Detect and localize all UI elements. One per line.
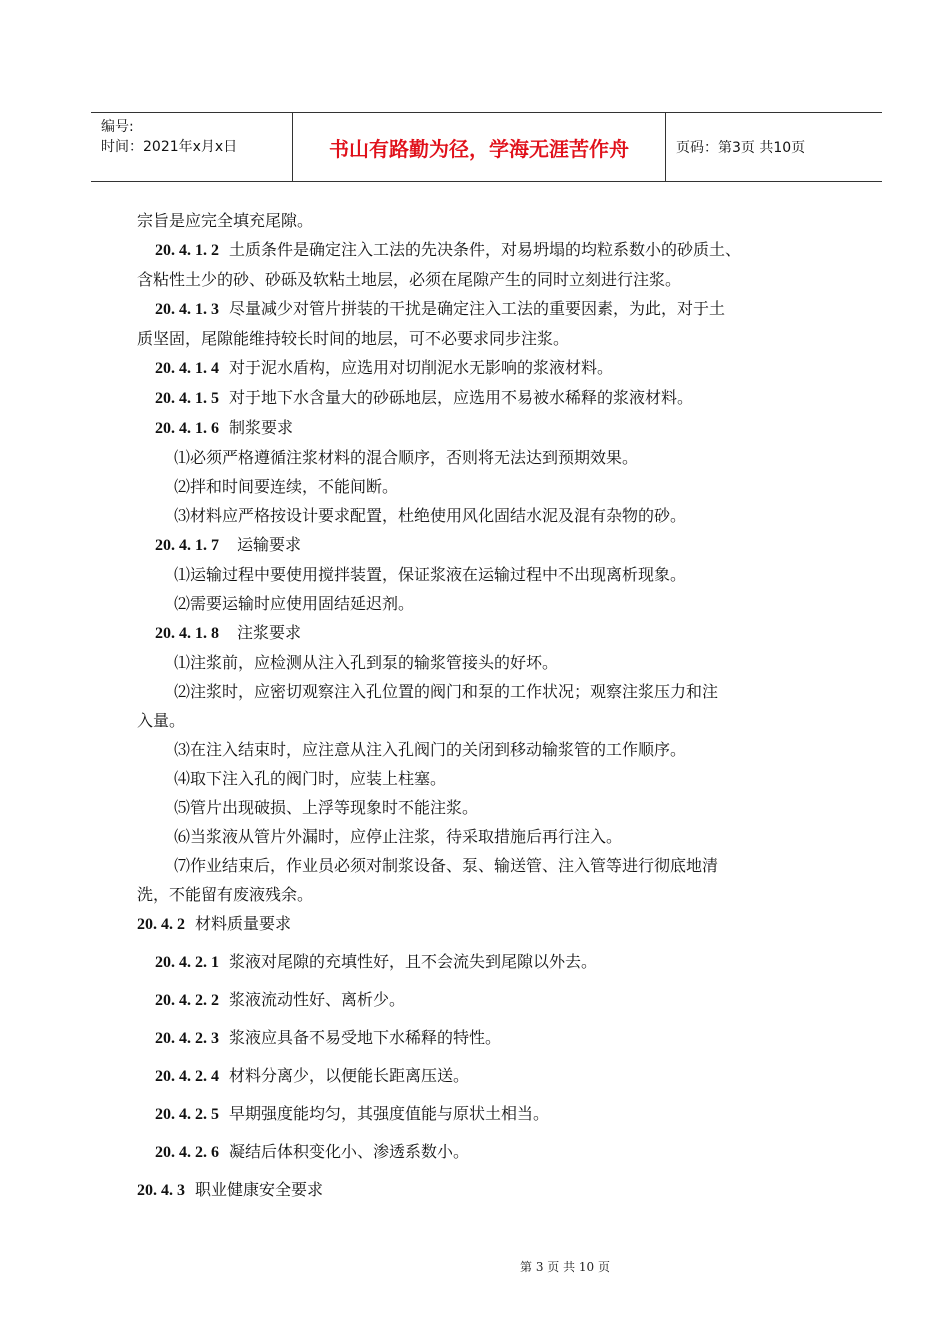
list-item: ⑴注浆前，应检测从注入孔到泵的输浆管接头的好坏。 xyxy=(174,653,559,672)
section-heading: 20. 4. 2 材料质量要求 xyxy=(137,914,292,933)
clause-number: 20. 4. 2. 3 xyxy=(155,1030,219,1047)
header-meta xyxy=(91,113,293,181)
paragraph-line: 20. 4. 1. 5 对于地下水含量大的砂砾地层，应选用不易被水稀释的浆液材料。 xyxy=(155,388,694,407)
clause-number: 20. 4. 1. 3 xyxy=(155,301,219,318)
list-item: ⑴必须严格遵循注浆材料的混合顺序，否则将无法达到预期效果。 xyxy=(174,448,639,467)
clause-number: 20. 4. 1. 7 xyxy=(155,537,219,554)
clause-number: 20. 4. 2. 2 xyxy=(155,992,219,1009)
document-body xyxy=(137,206,842,1205)
clause-number: 20. 4. 1. 2 xyxy=(155,242,219,259)
list-item: ⑴运输过程中要使用搅拌装置，保证浆液在运输过程中不出现离析现象。 xyxy=(174,565,687,584)
clause-number: 20. 4. 2. 1 xyxy=(155,954,219,971)
list-item: ⑵拌和时间要连续，不能间断。 xyxy=(174,477,399,496)
paragraph-line: 20. 4. 1. 7 运输要求 xyxy=(155,535,302,554)
time-label: 时间：2021年x月x日 xyxy=(101,139,238,155)
clause-number: 20. 4. 2. 5 xyxy=(155,1106,219,1123)
paragraph-line: 20. 4. 2. 2 浆液流动性好、离析少。 xyxy=(155,990,406,1009)
paragraph-line: 20. 4. 2. 6 凝结后体积变化小、渗透系数小。 xyxy=(155,1142,470,1161)
number-label: 编号: xyxy=(101,119,134,135)
paragraph-line: 20. 4. 1. 3 尽量减少对管片拼装的干扰是确定注入工法的重要因素，为此，对于土 xyxy=(155,299,726,318)
paragraph-line: 宗旨是应完全填充尾隙。 xyxy=(137,211,314,230)
list-item: ⑸管片出现破损、上浮等现象时不能注浆。 xyxy=(174,798,479,817)
paragraph-line: 20. 4. 2. 1 浆液对尾隙的充填性好，且不会流失到尾隙以外去。 xyxy=(155,952,598,971)
page-footer: 第 3 页 共 10 页 xyxy=(520,1260,610,1274)
document-header xyxy=(91,112,882,182)
list-item: ⑵注浆时，应密切观察注入孔位置的阀门和泵的工作状况；观察注浆压力和注 xyxy=(174,682,719,701)
paragraph-line: 质坚固，尾隙能维持较长时间的地层，可不必要求同步注浆。 xyxy=(137,329,570,348)
list-item: ⑷取下注入孔的阀门时，应装上柱塞。 xyxy=(174,769,447,788)
paragraph-line: 20. 4. 1. 6 制浆要求 xyxy=(155,418,294,437)
list-item-continuation: 洗，不能留有废液残余。 xyxy=(137,885,314,904)
paragraph-line: 20. 4. 2. 5 早期强度能均匀，其强度值能与原状土相当。 xyxy=(155,1104,550,1123)
clause-number: 20. 4. 2. 4 xyxy=(155,1068,219,1085)
clause-number: 20. 4. 2. 6 xyxy=(155,1144,219,1161)
list-item: ⑶在注入结束时，应注意从注入孔阀门的关闭到移动输浆管的工作顺序。 xyxy=(174,740,687,759)
clause-number: 20. 4. 2 xyxy=(137,916,185,933)
list-item: ⑵需要运输时应使用固结延迟剂。 xyxy=(174,594,415,613)
list-item: ⑶材料应严格按设计要求配置，杜绝使用风化固结水泥及混有杂物的砂。 xyxy=(174,506,687,525)
clause-number: 20. 4. 1. 8 xyxy=(155,625,219,642)
clause-number: 20. 4. 1. 5 xyxy=(155,390,219,407)
list-item: ⑺作业结束后，作业员必须对制浆设备、泵、输送管、注入管等进行彻底地清 xyxy=(174,856,719,875)
paragraph-line: 20. 4. 1. 8 注浆要求 xyxy=(155,623,302,642)
header-motto: 书山有路勤为径，学海无涯苦作舟 xyxy=(293,113,666,181)
clause-number: 20. 4. 3 xyxy=(137,1182,185,1199)
list-item: ⑹当浆液从管片外漏时，应停止注浆，待采取措施后再行注入。 xyxy=(174,827,623,846)
clause-number: 20. 4. 1. 6 xyxy=(155,420,219,437)
section-heading: 20. 4. 3 职业健康安全要求 xyxy=(137,1180,324,1199)
paragraph-line: 20. 4. 1. 2 土质条件是确定注入工法的先决条件，对易坍塌的均粒系数小的砂质土、 xyxy=(155,240,742,259)
paragraph-line: 20. 4. 1. 4 对于泥水盾构，应选用对切削泥水无影响的浆液材料。 xyxy=(155,358,614,377)
paragraph-line: 20. 4. 2. 4 材料分离少，以便能长距离压送。 xyxy=(155,1066,470,1085)
list-item-continuation: 入量。 xyxy=(137,711,186,730)
paragraph-line: 含粘性土少的砂、砂砾及软粘土地层，必须在尾隙产生的同时立刻进行注浆。 xyxy=(137,270,682,289)
paragraph-line: 20. 4. 2. 3 浆液应具备不易受地下水稀释的特性。 xyxy=(155,1028,502,1047)
clause-number: 20. 4. 1. 4 xyxy=(155,360,219,377)
header-page-info: 页码：第3页 共10页 xyxy=(676,140,806,156)
